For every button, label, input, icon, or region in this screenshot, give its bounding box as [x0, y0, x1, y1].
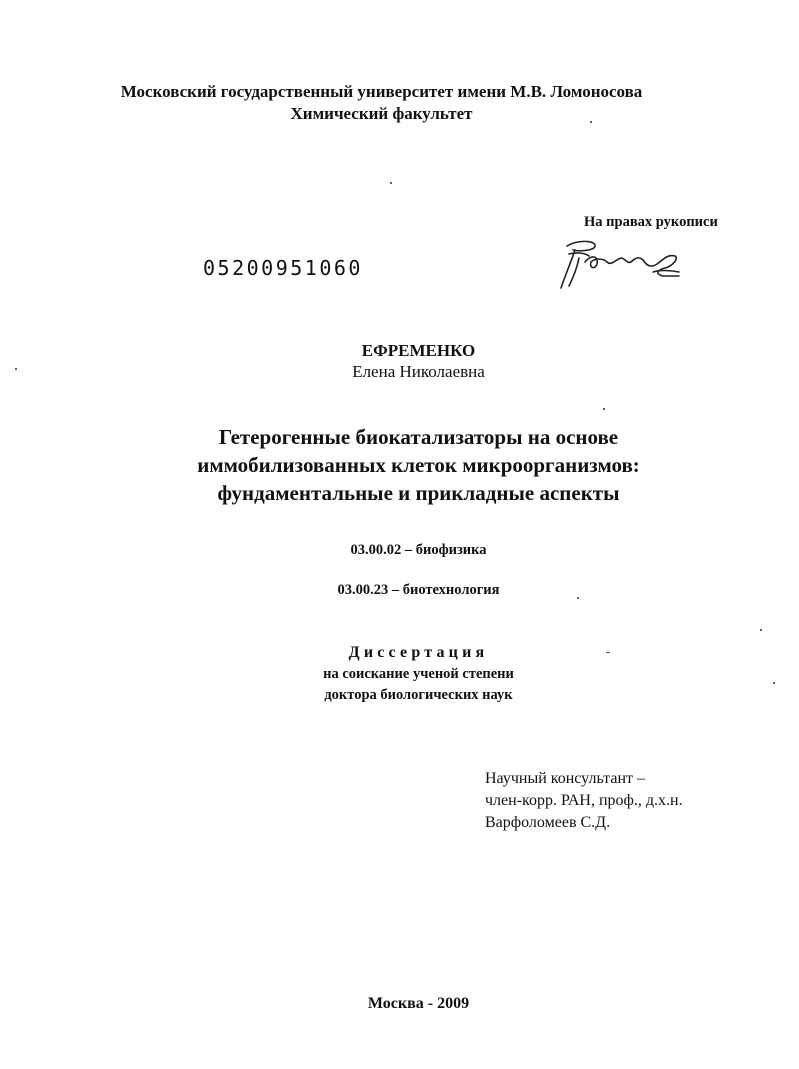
author-surname: ЕФРЕМЕНКО — [361, 341, 476, 360]
manuscript-rights-note: На правах рукописи — [584, 214, 718, 230]
university-name: Московский государственный университет имени М.В. Ломоносова — [120, 82, 643, 101]
scan-speck — [603, 408, 605, 410]
thesis-title-line: Гетерогенные биокатализаторы на основе — [218, 425, 619, 449]
scan-speck — [390, 182, 392, 184]
scan-speck — [590, 121, 592, 123]
specialty-code: 03.00.23 – биотехнология — [337, 582, 500, 598]
specialty-code: 03.00.02 – биофизика — [350, 542, 487, 558]
signature-icon — [555, 236, 685, 294]
author-given-names: Елена Николаевна — [352, 362, 485, 381]
scan-speck — [773, 682, 775, 684]
scan-speck — [577, 597, 579, 599]
thesis-title-line: иммобилизованных клеток микроорганизмов: — [197, 453, 640, 477]
scan-speck — [760, 629, 762, 631]
advisor-credentials: член-корр. РАН, проф., д.х.н. — [485, 792, 683, 809]
thesis-title-line: фундаментальные и прикладные аспекты — [217, 481, 620, 505]
degree-line: на соискание ученой степени — [323, 666, 514, 682]
advisor-name: Варфоломеев С.Д. — [485, 814, 611, 831]
faculty-name: Химический факультет — [290, 104, 473, 123]
city-year: Москва - 2009 — [367, 995, 470, 1012]
scan-speck — [15, 368, 17, 370]
scan-speck — [606, 652, 610, 653]
degree-line: доктора биологических наук — [324, 687, 513, 703]
dissertation-heading: Диссертация — [348, 644, 489, 661]
registration-number: 05200951060 — [203, 256, 363, 280]
advisor-role: Научный консультант – — [485, 770, 645, 787]
